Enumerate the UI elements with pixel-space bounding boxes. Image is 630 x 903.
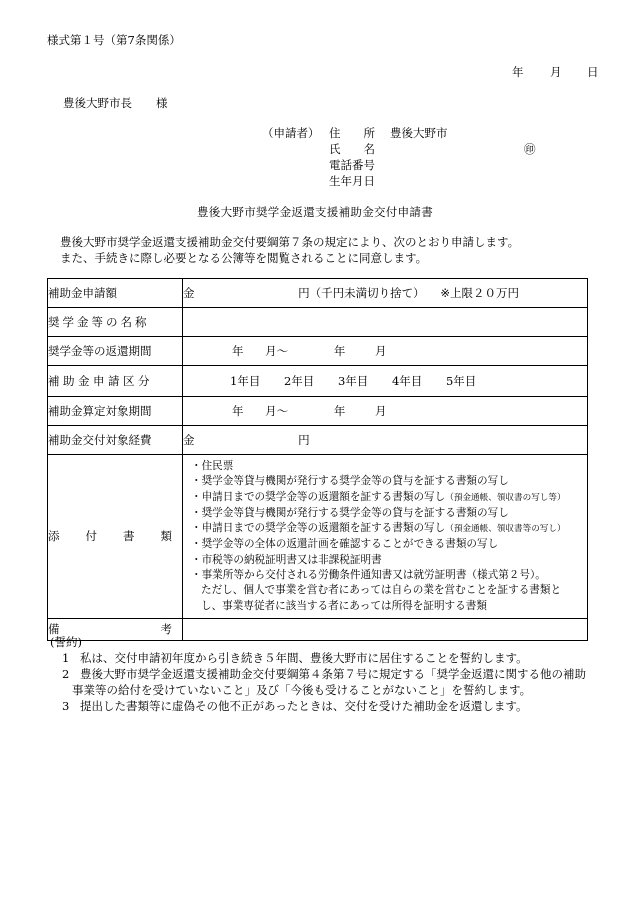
list-item: ・奨学金等貸与機関が発行する奨学金等の貸与を証する書類の写し [191,475,509,488]
oath-item-1 [62,650,528,666]
oath-number: 3 [62,699,70,713]
name-label: 氏 名 [329,142,375,156]
month-label: 月 [374,344,387,358]
value-attachments [183,455,588,619]
date-year-label: 年 [512,65,524,79]
address-label: 住 所 [329,126,375,140]
label-attachments [48,455,183,619]
seal-mark: ㊞ [524,142,536,156]
label-spread [48,285,182,301]
category-year-5[interactable]: 5年目 [445,374,477,388]
category-year-3[interactable]: 3年目 [337,374,369,388]
label-repayment-period: 奨学金等の返還期間 [48,337,183,366]
oath-item-3 [62,698,527,714]
value-eligible-expenses[interactable] [183,426,588,455]
addressee-name: 豊後大野市長 [63,96,132,110]
row-calculation-period [48,397,588,426]
list-item-continuation: し、事業専従者に該当する者にあっては所得を証明する書類 [201,599,487,612]
addressee-honorific: 様 [156,96,168,110]
list-item [191,521,587,537]
category-year-2[interactable]: 2年目 [283,374,315,388]
value-requested-amount[interactable] [183,279,588,308]
yen-label: 円 [298,433,310,447]
list-item [191,490,587,506]
date-day-label: 日 [587,65,599,79]
phone-label: 電話番号 [329,158,375,172]
oath-number: 2 [62,667,70,681]
applicant-label: （申請者） [262,126,320,140]
value-application-category[interactable] [183,366,588,397]
value-remarks[interactable] [183,618,588,640]
list-item: ・市税等の納税証明書又は非課税証明書 [191,553,382,566]
label-char: 付 [85,529,97,544]
label-char: 備 [48,622,60,637]
label-application-category: 補助金申請区分 [48,366,183,397]
row-eligible-expenses [48,426,588,455]
intro-line: 豊後大野市奨学金返還支援補助金交付要綱第７条の規定により、次のとおり申請します。 [60,235,520,249]
oath-item-2 [62,666,586,682]
intro-line: また、手続きに際し必要となる公簿等を閲覧されることに同意します。 [60,251,428,265]
month-label: 月～ [265,344,289,358]
oath-item-2-continued: 事業等の給付を受けていないこと」及び「今後も受けることがないこと」を誓約します。 [72,683,532,697]
oath-heading: (誓約) [50,635,82,649]
intro-text [60,234,519,266]
address-value: 豊後大野市 [390,126,448,140]
month-label: 月～ [265,404,289,418]
row-application-category [48,366,588,397]
oath-text: 私は、交付申請初年度から引き続き５年間、豊後大野市に居住することを誓約します。 [80,651,528,665]
oath-number: 1 [62,651,70,665]
label-requested-amount [48,279,183,308]
limit-note: ※上限２０万円 [440,286,519,300]
item-text: ・申請日までの奨学金等の返還額を証する書類の写し [191,522,446,535]
value-scholarship-name[interactable] [183,308,588,337]
label-text: 補助金申請額 [48,286,117,300]
label-char: 書 [123,529,135,544]
label-eligible-expenses: 補助金交付対象経費 [48,426,183,455]
attachment-list [183,455,587,618]
category-year-1[interactable]: 1年目 [230,374,261,388]
year-label: 年 [232,344,244,358]
item-note: （預金通帳、領収書の写し等） [445,492,566,503]
year-label: 年 [333,344,346,358]
addressee [63,95,168,111]
yen-label: 円（千円未満切り捨て） [298,286,425,300]
label-calculation-period: 補助金算定対象期間 [48,397,183,426]
row-requested-amount [48,279,588,308]
label-char: 添 [48,529,60,544]
application-table [47,278,588,641]
birthdate-label: 生年月日 [329,174,375,188]
item-text: ・申請日までの奨学金等の返還額を証する書類の写し [191,490,446,503]
row-repayment-period [48,337,588,366]
list-item: ・事業所等から交付される労働条件通知書又は就労証明書（様式第２号）。 [191,569,546,582]
year-label: 年 [333,404,346,418]
label-char: 類 [160,529,172,544]
form-number: 様式第１号（第7条関係） [47,33,181,47]
date-month-label: 月 [550,65,562,79]
month-label: 月 [374,404,387,418]
year-label: 年 [232,404,244,418]
kin-label: 金 [183,286,195,300]
row-remarks [48,618,588,640]
category-year-4[interactable]: 4年目 [391,374,423,388]
kin-label: 金 [183,433,195,447]
label-spread [48,528,182,544]
oath-text: 提出した書類等に虚偽その他不正があったときは、交付を受けた補助金を返還します。 [80,699,528,713]
document-title: 豊後大野市奨学金返還支援補助金交付申請書 [197,205,433,219]
list-item: ・奨学金等の全体の返還計画を確認することができる書類の写し [191,538,499,551]
item-note: （預金通帳、領収書等の写し） [445,524,566,535]
label-char: 考 [160,622,172,637]
value-calculation-period[interactable] [183,397,588,426]
value-repayment-period[interactable] [183,337,588,366]
list-item: ・住民票 [191,460,234,472]
label-scholarship-name: 奨学金等の名称 [48,308,183,337]
list-item: ・奨学金等貸与機関が発行する奨学金等の貸与を証する書類の写し [191,506,509,519]
row-attachments [48,455,588,619]
row-scholarship-name [48,308,588,337]
oath-text: 豊後大野市奨学金返還支援補助金交付要綱第４条第７号に規定する「奨学金返還に関する他の補助 [80,667,586,681]
list-item-continuation: ただし、個人で事業を営む者にあっては自らの業を営むことを証する書類と [201,584,562,597]
